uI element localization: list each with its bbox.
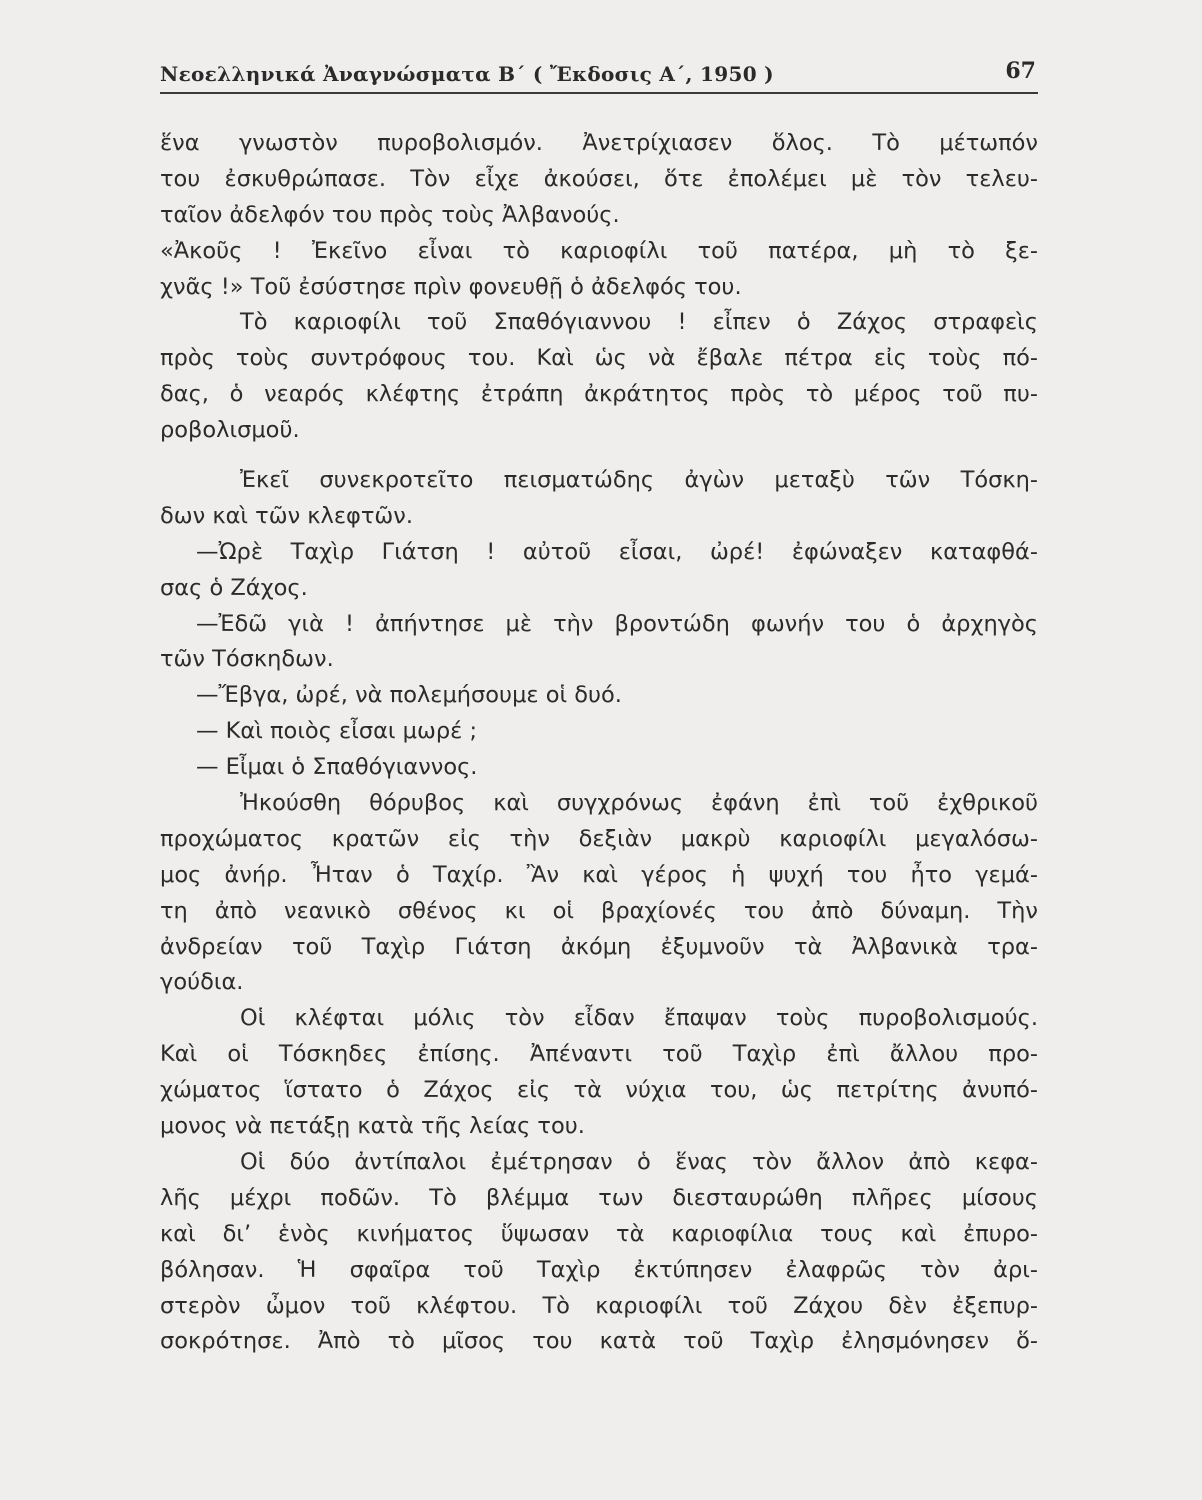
text-line: τη ἀπὸ νεανικὸ σθένος κι οἱ βραχίονές του ἀπὸ δύναμη. Τὴν [160, 897, 1038, 924]
text-line: Οἱ κλέφται μόλις τὸν εἶδαν ἔπαψαν τοὺς πυροβολισμούς. [240, 1005, 1038, 1032]
text-line: ἕνα γνωστὸν πυροβολισμόν. Ἀνετρίχιασεν ὅλος. Τὸ μέτωπόν [160, 130, 1038, 156]
body-text [160, 126, 1038, 1360]
text-line: μος ἀνήρ. Ἦταν ὁ Ταχίρ. Ἂν καὶ γέρος ἡ ψυχή του ἦτο γεμά- [160, 861, 1038, 888]
text-line: Ἐκεῖ συνεκροτεῖτο πεισματώδης ἀγὼν μεταξὺ τῶν Τόσκη- [240, 467, 1038, 494]
text-line: —Ὠρὲ Ταχὶρ Γιάτση ! αὐτοῦ εἶσαι, ὠρέ! ἐφώναξεν καταφθά- [196, 538, 1038, 565]
text-line: Οἱ δύο ἀντίπαλοι ἐμέτρησαν ὁ ἕνας τὸν ἄλλον ἀπὸ κεφα- [240, 1148, 1038, 1175]
text-line: σοκρότησε. Ἀπὸ τὸ μῖσος του κατὰ τοῦ Ταχὶρ ἐλησμόνησεν ὅ- [160, 1328, 1038, 1355]
text-line: προχώματος κρατῶν εἰς τὴν δεξιὰν μακρὺ καριοφίλι μεγαλόσω- [160, 825, 1038, 852]
text-line: — Καὶ ποιὸς εἶσαι μωρέ ; [196, 718, 478, 745]
text-line: λῆς μέχρι ποδῶν. Τὸ βλέμμα των διεσταυρώθη πλῆρες μίσους [160, 1184, 1038, 1211]
text-line: γούδια. [160, 969, 244, 996]
text-line: δων καὶ τῶν κλεφτῶν. [160, 502, 413, 529]
header-rule [160, 92, 1038, 94]
running-header [160, 58, 1038, 94]
text-line: ροβολισμοῦ. [160, 417, 300, 444]
text-line: του ἐσκυθρώπασε. Τὸν εἶχε ἀκούσει, ὅτε ἐπολέμει μὲ τὸν τελευ- [160, 165, 1038, 192]
text-line: σας ὁ Ζάχος. [160, 574, 308, 601]
text-line: Καὶ οἱ Τόσκηδες ἐπίσης. Ἀπέναντι τοῦ Ταχὶρ ἐπὶ ἄλλου προ- [160, 1041, 1038, 1068]
text-line: — Εἶμαι ὁ Σπαθόγιαννος. [196, 754, 478, 781]
text-line: τῶν Τόσκηδων. [160, 646, 334, 673]
text-line: καὶ δι’ ἑνὸς κινήματος ὕψωσαν τὰ καριοφίλια τους καὶ ἐπυρο- [160, 1220, 1038, 1247]
text-line: στερὸν ὦμον τοῦ κλέφτου. Τὸ καριοφίλι τοῦ Ζάχου δὲν ἐξεπυρ- [160, 1292, 1038, 1319]
page-number: 67 [1005, 58, 1036, 84]
text-line: ταῖον ἀδελφόν του πρὸς τοὺς Ἀλβανούς. [160, 201, 620, 228]
text-line: βόλησαν. Ἡ σφαῖρα τοῦ Ταχὶρ ἐκτύπησεν ἐλαφρῶς τὸν ἀρι- [160, 1256, 1038, 1283]
text-line: —Ἔβγα, ὠρέ, νὰ πολεμήσουμε οἱ δυό. [196, 682, 622, 709]
text-line: —Ἐδῶ γιὰ ! ἀπήντησε μὲ τὴν βροντώδη φωνήν του ὁ ἀρχηγὸς [196, 610, 1038, 637]
text-line: δας, ὁ νεαρός κλέφτης ἐτράπη ἀκράτητος πρὸς τὸ μέρος τοῦ πυ- [160, 381, 1038, 408]
text-line: χώματος ἵστατο ὁ Ζάχος εἰς τὰ νύχια του, ὡς πετρίτης ἀνυπό- [160, 1077, 1038, 1104]
text-line: πρὸς τοὺς συντρόφους του. Καὶ ὡς νὰ ἔβαλε πέτρα εἰς τοὺς πό- [160, 345, 1038, 372]
book-title: Νεοελληνικά Ἀναγνώσματα Β΄ ( Ἔκδοσις Α΄, 1950 ) [160, 62, 774, 86]
text-line: «Ἀκοῦς ! Ἐκεῖνο εἶναι τὸ καριοφίλι τοῦ πατέρα, μὴ τὸ ξε- [160, 237, 1038, 264]
text-line: Τὸ καριοφίλι τοῦ Σπαθόγιαννου ! εἶπεν ὁ Ζάχος στραφεὶς [240, 309, 1038, 336]
text-line: Ἠκούσθη θόρυβος καὶ συγχρόνως ἐφάνη ἐπὶ τοῦ ἐχθρικοῦ [240, 790, 1038, 817]
text-line: μονος νὰ πετάξῃ κατὰ τῆς λείας του. [160, 1113, 585, 1140]
text-line: χνᾶς !» Τοῦ ἐσύστησε πρὶν φονευθῇ ὁ ἀδελφός του. [160, 273, 742, 300]
text-line: ἀνδρείαν τοῦ Ταχὶρ Γιάτση ἀκόμη ἐξυμνοῦν τὰ Ἀλβανικὰ τρα- [160, 933, 1038, 960]
